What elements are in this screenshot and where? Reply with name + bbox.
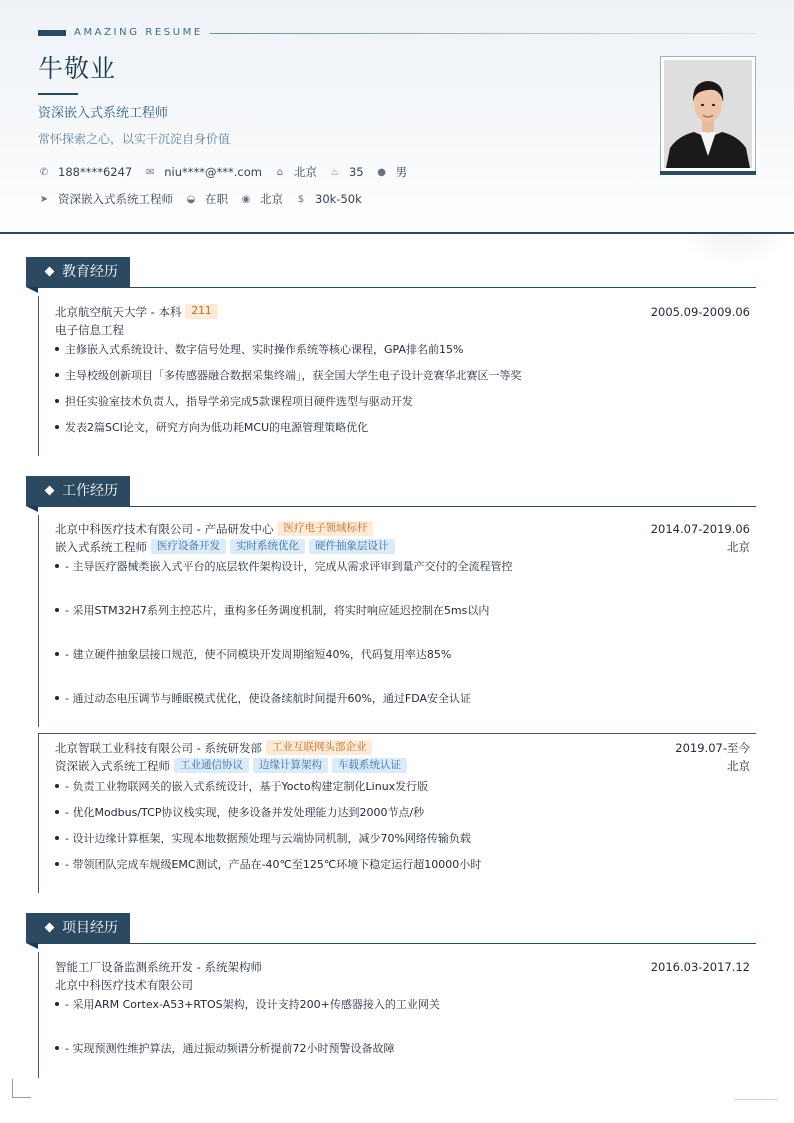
bullet-text: - 实现预测性维护算法，通过振动频谱分析提前72小时预警设备故障 bbox=[65, 1042, 395, 1055]
list-item bbox=[55, 997, 750, 1013]
skill-tag: 实时系统优化 bbox=[230, 539, 305, 554]
bullet-text: - 建立硬件抽象层接口规范，使不同模块开发周期缩短40%，代码复用率达85% bbox=[65, 648, 452, 661]
role-name: 嵌入式系统工程师 bbox=[55, 540, 147, 554]
photo-frame bbox=[660, 56, 756, 172]
project-date: 2016.03-2017.12 bbox=[650, 960, 750, 974]
entry-timeline bbox=[38, 515, 39, 727]
brand-divider bbox=[210, 33, 756, 34]
company-tag: 工业互联网头部企业 bbox=[266, 740, 373, 755]
entry-timeline bbox=[38, 952, 39, 1078]
section-rule bbox=[38, 943, 756, 944]
phone-item bbox=[38, 165, 132, 179]
work-date: 2014.07-2019.06 bbox=[650, 522, 750, 536]
bullet-dot bbox=[55, 862, 59, 866]
status-text: 在职 bbox=[205, 192, 228, 206]
entry-timeline bbox=[38, 296, 39, 456]
position-text: 资深嵌入式系统工程师 bbox=[58, 192, 173, 206]
work-date: 2019.07-至今 bbox=[675, 741, 750, 755]
project-row bbox=[55, 959, 750, 975]
email-item bbox=[144, 165, 262, 179]
brand-row bbox=[38, 27, 756, 39]
bullet-text: - 优化Modbus/TCP协议栈实现，使多设备并发处理能力达到2000节点/秒 bbox=[65, 806, 425, 819]
location-text: 北京 bbox=[260, 192, 283, 206]
page-footer-rule bbox=[734, 1099, 778, 1100]
section-rule bbox=[38, 287, 756, 288]
resume-header bbox=[0, 0, 794, 234]
work-entry bbox=[38, 733, 756, 893]
section-tab bbox=[26, 476, 130, 506]
role-row bbox=[55, 758, 750, 774]
list-item bbox=[55, 559, 750, 575]
gender-icon: ● bbox=[377, 166, 386, 178]
hometown-text: 北京 bbox=[293, 165, 317, 179]
mail-icon: ✉ bbox=[146, 166, 155, 178]
company-row bbox=[55, 740, 750, 756]
name-underline bbox=[38, 93, 78, 95]
bullet-text: 担任实验室技术负责人，指导学弟完成5款课程项目硬件选型与驱动开发 bbox=[65, 395, 413, 408]
list-item bbox=[55, 857, 750, 873]
company-name: 北京智联工业科技有限公司 - 系统研发部 bbox=[55, 741, 262, 755]
skill-tag: 边缘计算架构 bbox=[253, 758, 328, 773]
bullet-dot bbox=[55, 836, 59, 840]
major: 电子信息工程 bbox=[55, 323, 124, 337]
list-item bbox=[55, 394, 750, 410]
school-row bbox=[55, 304, 750, 320]
status-icon: ◒ bbox=[186, 193, 196, 205]
bullet-text: - 带领团队完成车规级EMC测试，产品在-40℃至125℃环境下稳定运行超10000小时 bbox=[65, 858, 482, 871]
work-location: 北京 bbox=[727, 540, 750, 554]
job-title: 资深嵌入式系统工程师 bbox=[38, 106, 169, 121]
tab-fold bbox=[26, 943, 38, 949]
section-rule bbox=[38, 506, 756, 507]
avatar bbox=[664, 60, 752, 168]
list-item bbox=[55, 603, 750, 619]
bullet-text: 主修嵌入式系统设计、数字信号处理、实时操作系统等核心课程，GPA排名前15% bbox=[65, 343, 464, 356]
photo-accent-bar bbox=[660, 171, 756, 175]
send-icon: ➤ bbox=[39, 193, 49, 205]
section-tab bbox=[26, 257, 130, 287]
bullet-dot bbox=[55, 1002, 59, 1006]
diamond-icon bbox=[45, 922, 55, 932]
list-item bbox=[55, 831, 750, 847]
bullet-text: - 负责工业物联网关的嵌入式系统设计，基于Yocto构建定制化Linux发行版 bbox=[65, 780, 429, 793]
bullet-dot bbox=[55, 425, 59, 429]
section-tab bbox=[26, 913, 130, 943]
status-item bbox=[185, 191, 228, 207]
position-item bbox=[38, 191, 173, 207]
work-location: 北京 bbox=[727, 759, 750, 773]
location-item bbox=[240, 191, 283, 207]
salary-item bbox=[295, 192, 362, 206]
bullet-text: - 主导医疗器械类嵌入式平台的底层软件架构设计，完成从需求评审到量产交付的全流程管控 bbox=[65, 560, 513, 573]
list-item bbox=[55, 805, 750, 821]
skill-tag: 医疗设备开发 bbox=[151, 539, 226, 554]
section-title: 工作经历 bbox=[62, 483, 118, 499]
skill-tag: 车载系统认证 bbox=[332, 758, 407, 773]
list-item bbox=[55, 342, 750, 358]
bullet-text: - 采用ARM Cortex-A53+RTOS架构，设计支持200+传感器接入的工业网关 bbox=[65, 998, 440, 1011]
skill-tag: 工业通信协议 bbox=[174, 758, 249, 773]
section-work-header bbox=[26, 476, 756, 513]
bullet-text: - 采用STM32H7系列主控芯片，重构多任务调度机制，将实时响应延迟控制在5ms以内 bbox=[65, 604, 490, 617]
section-education-header bbox=[26, 257, 756, 294]
work-entry bbox=[38, 515, 756, 727]
entry-timeline bbox=[38, 733, 39, 893]
age-item bbox=[329, 165, 364, 179]
intent-row bbox=[38, 191, 374, 207]
tab-fold bbox=[26, 287, 38, 293]
age-text: 35 bbox=[348, 165, 364, 179]
project-name: 智能工厂设备监测系统开发 - 系统架构师 bbox=[55, 960, 262, 974]
list-item bbox=[55, 1041, 750, 1057]
brand-text: AMAZING RESUME bbox=[74, 27, 203, 38]
phone-icon: ✆ bbox=[39, 166, 49, 178]
phone-text: 188****6247 bbox=[58, 165, 133, 179]
skill-tag: 硬件抽象层设计 bbox=[309, 539, 395, 554]
list-item bbox=[55, 691, 750, 707]
portrait-image bbox=[664, 60, 752, 168]
section-title: 教育经历 bbox=[62, 264, 118, 280]
list-item bbox=[55, 368, 750, 384]
bullet-text: - 通过动态电压调节与睡眠模式优化，使设备续航时间提升60%，通过FDA安全认证 bbox=[65, 692, 472, 705]
gender-item bbox=[376, 164, 408, 180]
bullet-text: - 设计边缘计算框架，实现本地数据预处理与云端协同机制，减少70%网络传输负载 bbox=[65, 832, 471, 845]
list-item bbox=[55, 420, 750, 436]
company-tag: 医疗电子领域标杆 bbox=[277, 521, 373, 536]
bullet-dot bbox=[55, 399, 59, 403]
company-name: 北京中科医疗技术有限公司 - 产品研发中心 bbox=[55, 522, 274, 536]
role-row bbox=[55, 539, 750, 555]
salary-icon: $ bbox=[297, 193, 305, 205]
bullet-text: 发表2篇SCI论文，研究方向为低功耗MCU的电源管理策略优化 bbox=[65, 421, 369, 434]
motto: 常怀探索之心，以实干沉淀自身价值 bbox=[38, 132, 231, 146]
project-entry bbox=[38, 952, 756, 1078]
bullet-dot bbox=[55, 608, 59, 612]
gender-text: 男 bbox=[395, 165, 408, 179]
bullet-dot bbox=[55, 810, 59, 814]
school-tag: 211 bbox=[185, 304, 217, 319]
salary-text: 30k-50k bbox=[315, 192, 362, 206]
section-project-header bbox=[26, 913, 756, 950]
bullet-dot bbox=[55, 696, 59, 700]
diamond-icon bbox=[45, 485, 55, 495]
section-title: 项目经历 bbox=[62, 920, 118, 936]
bullet-dot bbox=[55, 652, 59, 656]
list-item bbox=[55, 647, 750, 663]
bullet-dot bbox=[55, 347, 59, 351]
company-row bbox=[55, 521, 750, 537]
entry-divider bbox=[38, 733, 756, 734]
education-entry bbox=[38, 296, 756, 456]
bullet-text: 主导校级创新项目「多传感器融合数据采集终端」，获全国大学生电子设计竞赛华北赛区一等奖 bbox=[65, 369, 522, 382]
location-icon: ◉ bbox=[241, 193, 251, 205]
school-name: 北京航空航天大学 - 本科 bbox=[55, 305, 182, 319]
hometown-item bbox=[274, 164, 317, 180]
cake-icon: ♨ bbox=[330, 166, 340, 178]
email-text: niu****@***.com bbox=[164, 165, 262, 179]
list-item bbox=[55, 779, 750, 795]
role-name: 资深嵌入式系统工程师 bbox=[55, 759, 170, 773]
candidate-name: 牛敬业 bbox=[38, 54, 117, 83]
page-corner-mark bbox=[12, 1079, 31, 1098]
bullet-dot bbox=[55, 784, 59, 788]
tab-fold bbox=[26, 506, 38, 512]
project-company: 北京中科医疗技术有限公司 bbox=[55, 978, 193, 992]
home-icon: ⌂ bbox=[276, 166, 284, 178]
bullet-dot bbox=[55, 564, 59, 568]
diamond-icon bbox=[45, 266, 55, 276]
bullet-dot bbox=[55, 373, 59, 377]
bullet-dot bbox=[55, 1046, 59, 1050]
education-date: 2005.09-2009.06 bbox=[650, 305, 750, 319]
contact-row bbox=[38, 164, 419, 180]
brand-bar bbox=[38, 30, 66, 36]
